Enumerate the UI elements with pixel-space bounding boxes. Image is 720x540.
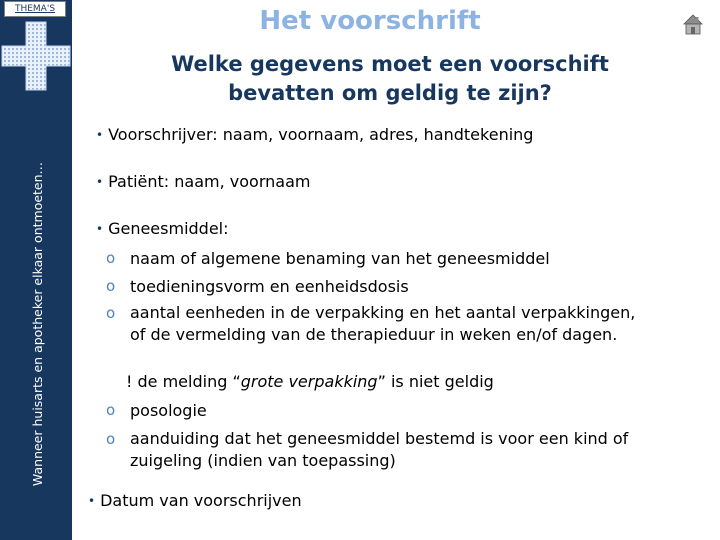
sub-item-text: aanduiding dat het geneesmiddel bestemd is voor een kind of zuigeling (indien van toepassing) <box>130 429 629 470</box>
note-grote-verpakking <box>126 372 494 391</box>
subtitle-line-1: Welke gegevens moet een voorschift <box>171 52 609 76</box>
sub-bullet-icon: o <box>106 401 116 419</box>
bullet-glyph: • <box>88 494 96 508</box>
pharmacy-cross-icon <box>0 20 72 92</box>
bullet-datum <box>88 490 302 513</box>
note-emphasis: grote verpakking <box>240 372 378 391</box>
bullet-voorschrijver <box>96 124 533 147</box>
slide-subtitle <box>90 50 690 108</box>
sub-item-text: aantal eenheden in de verpakking en het aantal verpakkingen, of de vermelding van de therapieduur in weken en/of dagen. <box>130 303 636 344</box>
bullet-glyph: • <box>96 222 104 236</box>
themas-nav-link[interactable]: THEMA'S <box>4 1 66 17</box>
sub-item-text: naam of algemene benaming van het geneesmiddel <box>130 249 550 268</box>
sub-bullet-icon: o <box>106 304 116 322</box>
sub-bullet-icon: o <box>106 277 116 295</box>
sidebar <box>0 0 72 540</box>
sub-bullet-icon: o <box>106 430 116 448</box>
bullet-text: Voorschrijver: naam, voornaam, adres, handtekening <box>108 125 534 144</box>
note-prefix: ! de melding “ <box>126 372 241 391</box>
bullet-text: Datum van voorschrijven <box>100 491 302 510</box>
sub-item-posologie <box>106 398 666 423</box>
bullet-text: Patiënt: naam, voornaam <box>108 172 311 191</box>
bullet-patient <box>96 171 310 194</box>
sub-item-naam <box>106 246 666 271</box>
bullet-geneesmiddel <box>96 218 229 241</box>
sub-item-text: toedieningsvorm en eenheidsdosis <box>130 277 409 296</box>
sub-item-text: posologie <box>130 401 207 420</box>
subtitle-line-2: bevatten om geldig te zijn? <box>228 81 552 105</box>
sub-item-aantal <box>106 302 646 346</box>
bullet-glyph: • <box>96 128 104 142</box>
home-icon[interactable] <box>683 14 703 36</box>
bullet-glyph: • <box>96 175 104 189</box>
sub-item-toedieningsvorm <box>106 274 666 299</box>
bullet-text: Geneesmiddel: <box>108 219 229 238</box>
note-suffix: ” is niet geldig <box>377 372 494 391</box>
vertical-section-title: Wanneer huisarts en apotheker elkaar ontmoeten… <box>30 161 45 487</box>
sub-bullet-icon: o <box>106 249 116 267</box>
sub-item-aanduiding <box>106 428 666 472</box>
page-title: Het voorschrift <box>259 6 481 36</box>
